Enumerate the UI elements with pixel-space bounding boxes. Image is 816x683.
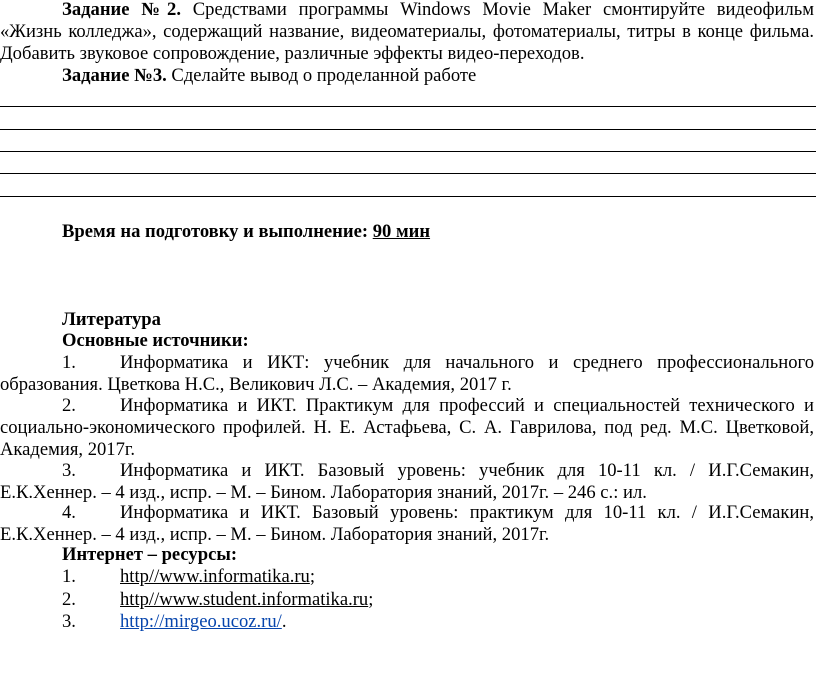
source-number: 3.: [62, 460, 76, 481]
answer-line: [0, 106, 816, 107]
source-text: Информатика и ИКТ. Базовый уровень: практикум для 10-11 кл. / И.Г.Семакин, Е.К.Хеннер. – 4 изд., испр. – М. – Бином. Лаборатория знаний, 2017г.: [0, 502, 814, 545]
main-sources-heading: Основные источники:: [62, 330, 249, 351]
answer-line: [0, 173, 816, 174]
internet-number: 1.: [62, 566, 76, 587]
task3-paragraph: [0, 65, 814, 87]
time-label: Время на подготовку и выполнение:: [62, 221, 373, 242]
answer-line: [0, 129, 816, 130]
source-item: [0, 352, 814, 396]
task3-label: Задание №3.: [62, 65, 167, 86]
internet-link[interactable]: http//www.informatika.ru: [120, 566, 310, 587]
answer-line: [0, 196, 816, 197]
answer-line: [0, 151, 816, 152]
source-number: 4.: [62, 502, 76, 523]
time-paragraph: [0, 221, 814, 243]
internet-item: 3. http://mirgeo.ucoz.ru/.: [62, 611, 287, 632]
source-text: Информатика и ИКТ. Практикум для профессий и специальностей технического и социально-экономического профилей. Н. Е. Астафьева, С. А. Гаврилова, под ред. М.С. Цветковой, Академия, 2017г.: [0, 395, 814, 460]
internet-number: 2.: [62, 589, 76, 610]
time-value: 90 мин: [372, 221, 431, 242]
source-item: [0, 395, 814, 461]
source-item: [0, 460, 814, 504]
literature-heading: Литература: [62, 309, 161, 330]
internet-number: 3.: [62, 611, 76, 632]
internet-link[interactable]: http://mirgeo.ucoz.ru/: [120, 611, 282, 632]
task2-text: Средствами программы Windows Movie Maker смонтируйте видеофильм «Жизнь колледжа», содержащий название, видеоматериалы, фотоматериалы, титры в конце фильма. Добавить звуковое сопровождение, различные эффекты видео-переходов.: [0, 0, 814, 64]
task2-paragraph: [0, 0, 814, 65]
internet-heading: Интернет – ресурсы:: [62, 544, 238, 565]
source-item: [0, 502, 814, 546]
source-text: Информатика и ИКТ. Базовый уровень: учебник для 10-11 кл. / И.Г.Семакин, Е.К.Хеннер. – 4 изд., испр. – М. – Бином. Лаборатория знаний, 2017г. – 246 с.: ил.: [0, 460, 814, 503]
internet-item: 1. http//www.informatika.ru;: [62, 566, 316, 587]
internet-link[interactable]: http//www.student.informatika.ru: [120, 589, 369, 610]
internet-item: 2. http//www.student.informatika.ru;: [62, 589, 374, 610]
source-number: 2.: [62, 395, 76, 416]
task2-label: Задание №2.: [62, 0, 181, 20]
source-text: Информатика и ИКТ: учебник для начального и среднего профессионального образования. Цветкова Н.С., Великович Л.С. – Академия, 2017 г.: [0, 352, 814, 395]
source-number: 1.: [62, 352, 76, 373]
task3-text: Сделайте вывод о проделанной работе: [166, 65, 477, 86]
